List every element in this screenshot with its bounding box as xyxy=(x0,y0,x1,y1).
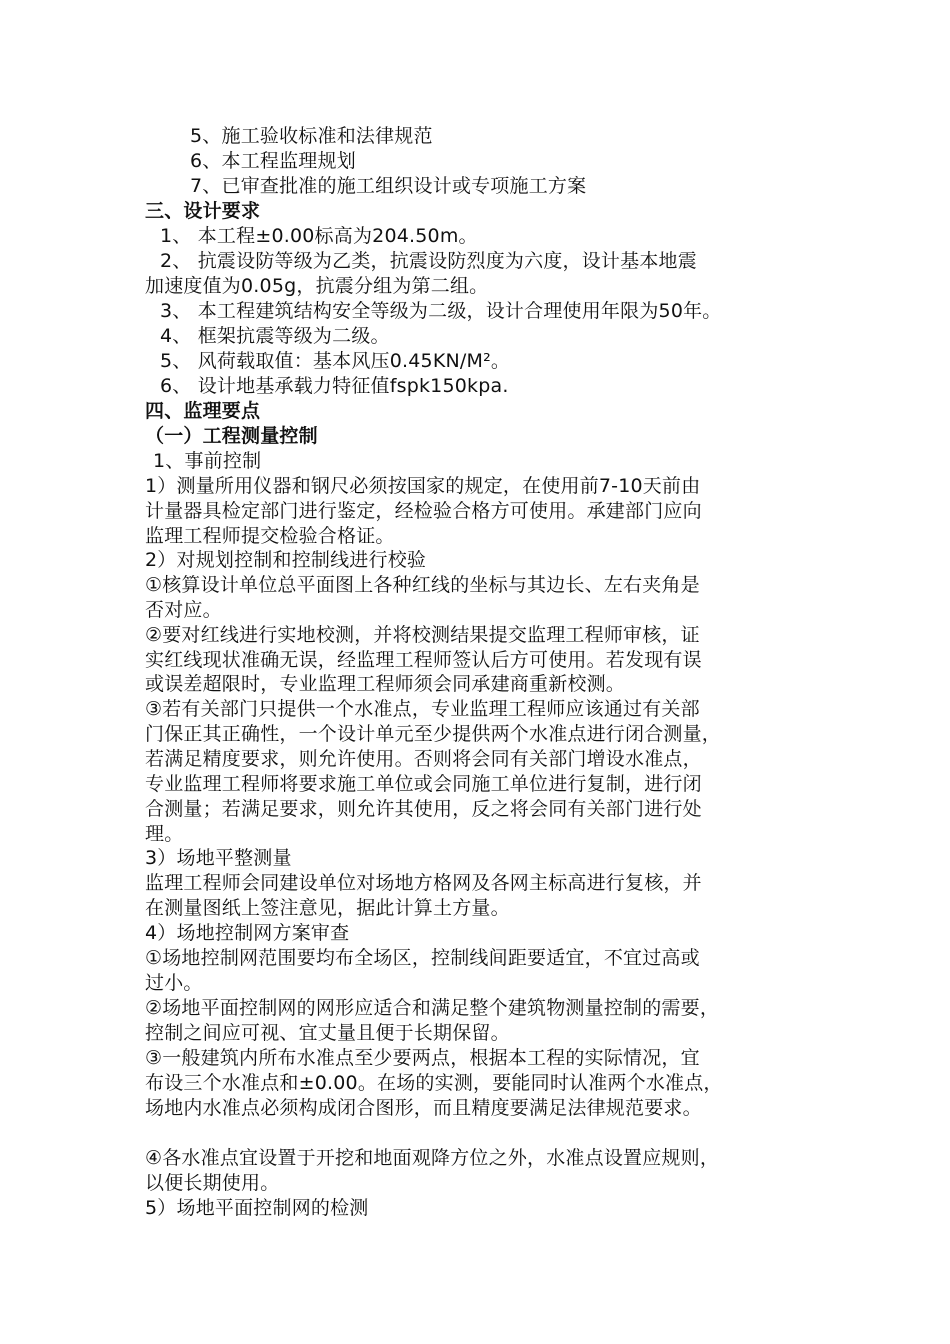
text-line: ④各水准点宜设置于开挖和地面观降方位之外，水准点设置应规则， xyxy=(145,1147,720,1169)
text-line: 1、事前控制 xyxy=(153,450,262,472)
text-line: 合测量；若满足要求，则允许其使用，反之将会同有关部门进行处 xyxy=(145,798,702,820)
text-line: 6、 设计地基承载力特征值fspk150kpa. xyxy=(160,375,509,397)
text-line: 5、 风荷载取值：基本风压0.45KN/M²。 xyxy=(160,350,511,372)
text-line: 在测量图纸上签注意见，据此计算土方量。 xyxy=(145,897,510,919)
text-line: 1）测量所用仪器和钢尺必须按国家的规定，在使用前7-10天前由 xyxy=(145,475,701,497)
subsection-heading: （一）工程测量控制 xyxy=(145,425,318,447)
text-line: 理。 xyxy=(145,823,184,845)
text-line: 3、 本工程建筑结构安全等级为二级，设计合理使用年限为50年。 xyxy=(160,300,722,322)
section-heading: 四、监理要点 xyxy=(145,400,261,422)
text-line: 5、施工验收标准和法律规范 xyxy=(190,125,433,147)
text-line: 加速度值为0.05g，抗震分组为第二组。 xyxy=(145,275,489,297)
text-line: ②场地平面控制网的网形应适合和满足整个建筑物测量控制的需要， xyxy=(145,997,720,1019)
text-line: 场地内水准点必须构成闭合图形，而且精度要满足法律规范要求。 xyxy=(145,1097,702,1119)
text-line: 以便长期使用。 xyxy=(145,1172,280,1194)
text-line: 2、 抗震设防等级为乙类，抗震设防烈度为六度，设计基本地震 xyxy=(160,250,697,272)
text-line: 2）对规划控制和控制线进行校验 xyxy=(145,549,427,571)
text-line: 布设三个水准点和±0.00。在场的实测，要能同时认准两个水准点， xyxy=(145,1072,723,1094)
text-line: ①场地控制网范围要均布全场区，控制线间距要适宜，不宜过高或 xyxy=(145,947,700,969)
text-line: 或误差超限时，专业监理工程师须会同承建商重新校测。 xyxy=(145,673,626,695)
text-line: 5）场地平面控制网的检测 xyxy=(145,1197,369,1219)
text-line: 3）场地平整测量 xyxy=(145,847,292,869)
text-line: 专业监理工程师将要求施工单位或会同施工单位进行复制，进行闭 xyxy=(145,773,702,795)
text-line: 否对应。 xyxy=(145,599,222,621)
text-line: 4）场地控制网方案审查 xyxy=(145,922,350,944)
text-line: 1、 本工程±0.00标高为204.50m。 xyxy=(160,225,478,247)
text-line: ①核算设计单位总平面图上各种红线的坐标与其边长、左右夹角是 xyxy=(145,574,700,596)
text-line: 门保正其正确性，一个设计单元至少提供两个水准点进行闭合测量， xyxy=(145,723,722,745)
text-line: ③若有关部门只提供一个水准点，专业监理工程师应该通过有关部 xyxy=(145,698,700,720)
text-line: ③一般建筑内所布水准点至少要两点，根据本工程的实际情况，宜 xyxy=(145,1047,700,1069)
text-line: 控制之间应可视、宜丈量且便于长期保留。 xyxy=(145,1022,510,1044)
text-line: 过小。 xyxy=(145,972,203,994)
text-line: 6、本工程监理规划 xyxy=(190,150,356,172)
text-line: 4、 框架抗震等级为二级。 xyxy=(160,325,390,347)
section-heading: 三、设计要求 xyxy=(145,200,261,222)
text-line: 7、已审查批准的施工组织设计或专项施工方案 xyxy=(190,175,587,197)
text-line: ②要对红线进行实地校测，并将校测结果提交监理工程师审核，证 xyxy=(145,624,700,646)
text-line: 若满足精度要求，则允许使用。否则将会同有关部门增设水准点， xyxy=(145,748,702,770)
text-line: 实红线现状准确无误，经监理工程师签认后方可使用。若发现有误 xyxy=(145,649,702,671)
text-line: 计量器具检定部门进行鉴定，经检验合格方可使用。承建部门应向 xyxy=(145,500,702,522)
text-line: 监理工程师会同建设单位对场地方格网及各网主标高进行复核，并 xyxy=(145,872,702,894)
text-line: 监理工程师提交检验合格证。 xyxy=(145,525,395,547)
